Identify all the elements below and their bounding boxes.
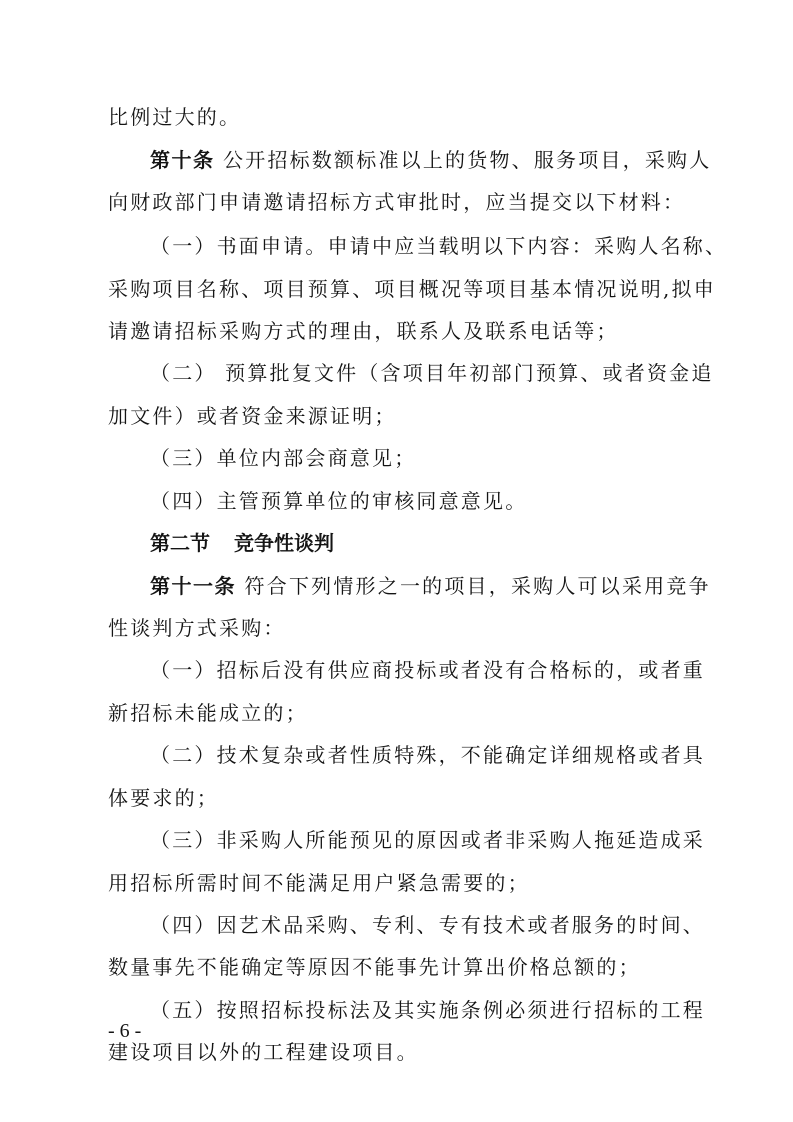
list-item-1-line: （一）书面申请。申请中应当载明以下内容：采购人名称、 <box>150 234 728 258</box>
list-item-1-line: （一）招标后没有供应商投标或者没有合格标的，或者重 <box>150 658 705 682</box>
body-line: 数量事先不能确定等原因不能事先计算出价格总额的； <box>108 955 641 979</box>
list-item-2-line: （二） 预算批复文件（含项目年初部门预算、或者资金追 <box>150 361 714 385</box>
body-line: 加文件）或者资金来源证明； <box>108 404 397 428</box>
section-number: 第二节 <box>150 531 210 555</box>
list-item-5-line: （五）按照招标投标法及其实施条例必须进行招标的工程 <box>150 998 705 1022</box>
section-heading <box>150 529 334 557</box>
list-item-3-line: （三）非采购人所能预见的原因或者非采购人拖延造成采 <box>150 828 705 852</box>
article-10-paragraph <box>150 146 711 174</box>
body-line: 比例过大的。 <box>108 105 242 129</box>
list-item-4-line: （四）主管预算单位的审核同意意见。 <box>150 489 528 513</box>
article-10-text: 公开招标数额标准以上的货物、服务项目，采购人 <box>214 148 712 172</box>
list-item-4-line: （四）因艺术品采购、专利、专有技术或者服务的时间、 <box>150 913 705 937</box>
body-line: 体要求的； <box>108 786 219 810</box>
article-11-paragraph <box>150 572 711 600</box>
list-item-3-line: （三）单位内部会商意见； <box>150 446 417 470</box>
body-line: 用招标所需时间不能满足用户紧急需要的； <box>108 871 530 895</box>
article-11-text: 符合下列情形之一的项目，采购人可以采用竞争 <box>236 574 711 598</box>
body-line: 采购项目名称、项目预算、项目概况等项目基本情况说明,拟申 <box>108 277 716 301</box>
article-10-label: 第十条 <box>150 148 215 172</box>
body-line: 请邀请招标采购方式的理由，联系人及联系电话等； <box>108 319 619 343</box>
page-number: - 6 - <box>108 1020 142 1042</box>
list-item-2-line: （二）技术复杂或者性质特殊，不能确定详细规格或者具 <box>150 743 705 767</box>
body-line: 新招标未能成立的； <box>108 701 308 725</box>
body-line: 向财政部门申请邀请招标方式审批时，应当提交以下材料： <box>108 190 686 214</box>
article-11-label: 第十一条 <box>150 574 236 598</box>
section-title: 竞争性谈判 <box>234 531 334 555</box>
body-line: 性谈判方式采购： <box>108 616 286 640</box>
body-line: 建设项目以外的工程建设项目。 <box>108 1040 419 1064</box>
